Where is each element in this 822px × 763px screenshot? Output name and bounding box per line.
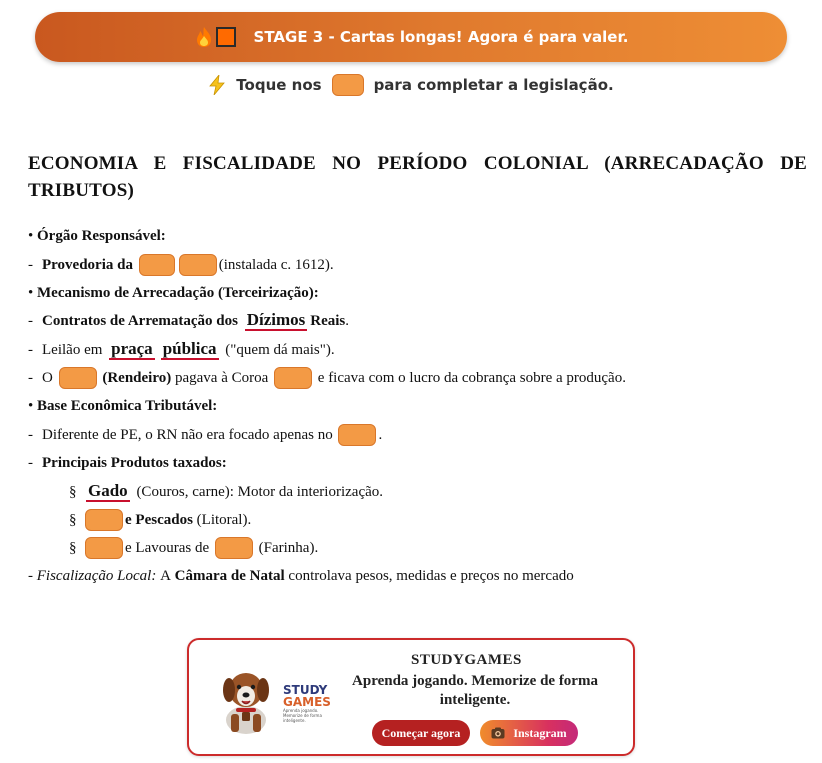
stage-banner bbox=[35, 12, 787, 62]
heading-produtos: Principais Produtos taxados: bbox=[42, 454, 227, 471]
text-lucro: e ficava com o lucro da cobrança sobre a produção. bbox=[317, 369, 626, 386]
period: . bbox=[378, 426, 383, 443]
bullet: • bbox=[28, 284, 34, 301]
line-fiscalizacao bbox=[28, 564, 574, 588]
dog-mascot-icon bbox=[216, 664, 276, 736]
label-diferente: Diferente de PE, o RN não era focado apenas no bbox=[42, 426, 333, 443]
fire-icon bbox=[194, 26, 214, 48]
text-camara: Câmara de Natal bbox=[174, 567, 285, 584]
section-mark: § bbox=[69, 483, 77, 500]
line-contratos bbox=[28, 309, 349, 333]
section-mark: § bbox=[69, 511, 77, 528]
label-fiscalizacao: Fiscalização Local: bbox=[36, 567, 157, 584]
logo-study: STUDY bbox=[283, 683, 328, 697]
promo-title: STUDYGAMES bbox=[411, 652, 522, 668]
blank-5[interactable] bbox=[338, 424, 376, 446]
label-o: O bbox=[42, 369, 53, 386]
dash: - bbox=[28, 341, 33, 358]
text-farinha: (Farinha). bbox=[258, 539, 319, 556]
text-instalada: (instalada c. 1612). bbox=[218, 256, 334, 273]
dash: - bbox=[28, 256, 33, 273]
label-provedoria: Provedoria da bbox=[42, 256, 133, 273]
blank-4[interactable] bbox=[274, 367, 312, 389]
heading-base: Base Econômica Tributável: bbox=[37, 397, 218, 414]
filled-word-publica[interactable]: pública bbox=[162, 339, 217, 358]
blank-3[interactable] bbox=[59, 367, 97, 389]
line-gado bbox=[69, 480, 383, 504]
text-a: A bbox=[160, 567, 171, 584]
dash: - bbox=[28, 567, 33, 584]
line-produtos bbox=[28, 451, 227, 475]
logo-games: GAMES bbox=[283, 695, 331, 709]
text-litoral: (Litoral). bbox=[196, 511, 252, 528]
blank-sample bbox=[332, 74, 364, 96]
section-mark: § bbox=[69, 539, 77, 556]
instruction-before: Toque nos bbox=[236, 76, 322, 94]
text-pagava: pagava à Coroa bbox=[174, 369, 269, 386]
dash: - bbox=[28, 369, 33, 386]
instagram-label: Instagram bbox=[513, 725, 567, 740]
promo-card bbox=[187, 638, 635, 756]
label-leilao: Leilão em bbox=[42, 341, 103, 358]
line-pescados bbox=[69, 508, 251, 532]
start-now-button[interactable] bbox=[372, 720, 470, 746]
document-title: ECONOMIA E FISCALIDADE NO PERÍODO COLONIAL (ARRECADAÇÃO DE TRIBUTOS) bbox=[28, 153, 807, 201]
text-quem-da-mais: ("quem dá mais"). bbox=[225, 341, 335, 358]
blank-2[interactable] bbox=[179, 254, 217, 276]
line-orgao bbox=[28, 224, 166, 248]
blank-6[interactable] bbox=[85, 509, 123, 531]
text-pescados: e Pescados bbox=[125, 511, 193, 528]
dash: - bbox=[28, 454, 33, 471]
instruction-after: para completar a legislação. bbox=[373, 76, 614, 94]
start-now-label: Começar agora bbox=[381, 725, 461, 740]
label-contratos: Contratos de Arrematação dos bbox=[42, 312, 238, 329]
text-controlava: controlava pesos, medidas e preços no mercado bbox=[288, 567, 574, 584]
lightning-icon bbox=[208, 75, 226, 95]
blank-1[interactable] bbox=[139, 254, 175, 276]
bullet: • bbox=[28, 397, 34, 414]
blank-7[interactable] bbox=[85, 537, 123, 559]
period: . bbox=[345, 312, 349, 329]
line-base bbox=[28, 394, 217, 418]
text-rendeiro: (Rendeiro) bbox=[102, 369, 172, 386]
camera-icon bbox=[491, 727, 505, 739]
instruction-line bbox=[0, 72, 822, 98]
filled-word-gado[interactable]: Gado bbox=[88, 481, 128, 500]
line-mecanismo bbox=[28, 281, 319, 305]
text-couros: (Couros, carne): Motor da interiorização. bbox=[136, 483, 384, 500]
text-lavouras: e Lavouras de bbox=[125, 539, 210, 556]
dash: - bbox=[28, 426, 33, 443]
logo-subtitle: Aprenda jogando. Memorize de forma inteligente. bbox=[283, 708, 322, 723]
stage-title: STAGE 3 - Cartas longas! Agora é para valer. bbox=[253, 28, 629, 46]
instagram-button[interactable] bbox=[480, 720, 578, 746]
orange-square-icon bbox=[216, 27, 236, 47]
promo-tagline: Aprenda jogando. Memorize de forma inteligente. bbox=[352, 673, 598, 708]
blank-8[interactable] bbox=[215, 537, 253, 559]
logo-wordmark bbox=[283, 684, 331, 708]
line-rendeiro bbox=[28, 366, 626, 390]
filled-word-praca[interactable]: praça bbox=[111, 339, 153, 358]
heading-orgao: Órgão Responsável: bbox=[37, 227, 166, 244]
heading-mecanismo: Mecanismo de Arrecadação (Terceirização): bbox=[37, 284, 319, 301]
line-diferente bbox=[28, 423, 382, 447]
filled-word-dizimos[interactable]: Dízimos bbox=[246, 310, 306, 329]
dash: - bbox=[28, 312, 33, 329]
line-leilao bbox=[28, 338, 335, 362]
line-provedoria bbox=[28, 253, 334, 277]
line-lavouras bbox=[69, 536, 318, 560]
text-reais: Reais bbox=[310, 312, 346, 329]
bullet: • bbox=[28, 227, 34, 244]
